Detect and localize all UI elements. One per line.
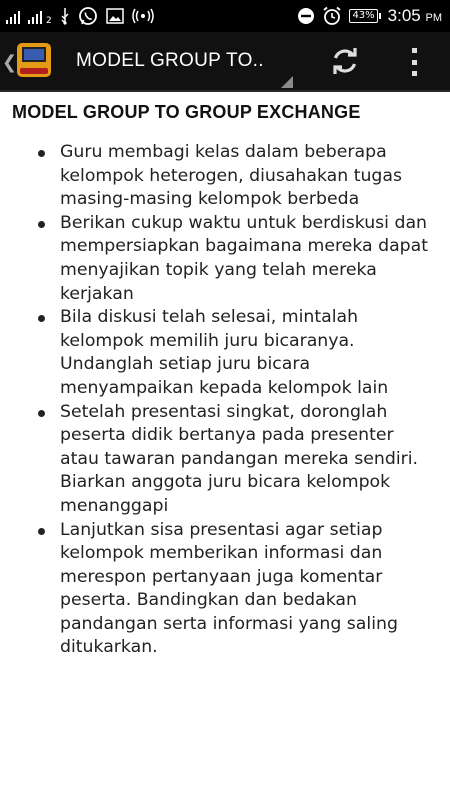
page-title[interactable]: MODEL GROUP TO.. bbox=[76, 50, 264, 71]
alarm-icon bbox=[322, 6, 342, 26]
list-item: Berikan cukup waktu untuk berdiskusi dan mempersiapkan bagaimana mereka dapat menyajikan topik yang telah mereka kerjakan bbox=[60, 212, 438, 306]
signal-icon bbox=[6, 8, 20, 24]
clock-ampm: PM bbox=[425, 12, 442, 24]
overflow-menu-icon[interactable] bbox=[409, 48, 419, 76]
app-logo-icon[interactable] bbox=[17, 43, 51, 77]
list-item: Guru membagi kelas dalam beberapa kelompok heterogen, diusahakan tugas masing-masing kelompok berbeda bbox=[60, 141, 438, 212]
status-left-icons bbox=[6, 0, 154, 32]
clock-time: 3:05 bbox=[387, 6, 421, 25]
dropdown-indicator-icon bbox=[281, 76, 293, 88]
hotspot-icon bbox=[132, 8, 154, 24]
status-right-icons bbox=[297, 0, 442, 32]
list-item: Lanjutkan sisa presentasi agar setiap kelompok memberikan informasi dan merespon pertanyaan juga komentar peserta. Bandingkan dan bedakan pandangan serta informasi yang saling ditukarkan. bbox=[60, 519, 438, 661]
list-item: Bila diskusi telah selesai, mintalah kelompok memilih juru bicaranya. Undanglah setiap juru bicara menyampaikan kepada kelompok lain bbox=[60, 306, 438, 400]
do-not-disturb-icon bbox=[297, 7, 315, 25]
sim-label: 2 bbox=[46, 16, 52, 26]
back-caret-icon[interactable]: ❮ bbox=[2, 52, 18, 73]
image-icon bbox=[106, 8, 124, 24]
list-item: Setelah presentasi singkat, doronglah peserta didik bertanya pada presenter atau tawaran pandangan mereka sendiri. Biarkan anggota juru bicara kelompok menanggapi bbox=[60, 401, 438, 519]
battery-percent: 43% bbox=[349, 9, 377, 23]
content-heading: MODEL GROUP TO GROUP EXCHANGE bbox=[12, 102, 361, 122]
refresh-icon[interactable] bbox=[330, 46, 360, 76]
usb-icon bbox=[60, 7, 70, 25]
main-content bbox=[0, 102, 450, 660]
whatsapp-icon bbox=[78, 6, 98, 26]
status-bar bbox=[0, 0, 450, 32]
clock bbox=[388, 6, 442, 26]
action-bar bbox=[0, 32, 450, 92]
signal-sim2-icon bbox=[28, 8, 42, 24]
battery-icon bbox=[349, 9, 380, 23]
bullet-list bbox=[12, 141, 438, 660]
